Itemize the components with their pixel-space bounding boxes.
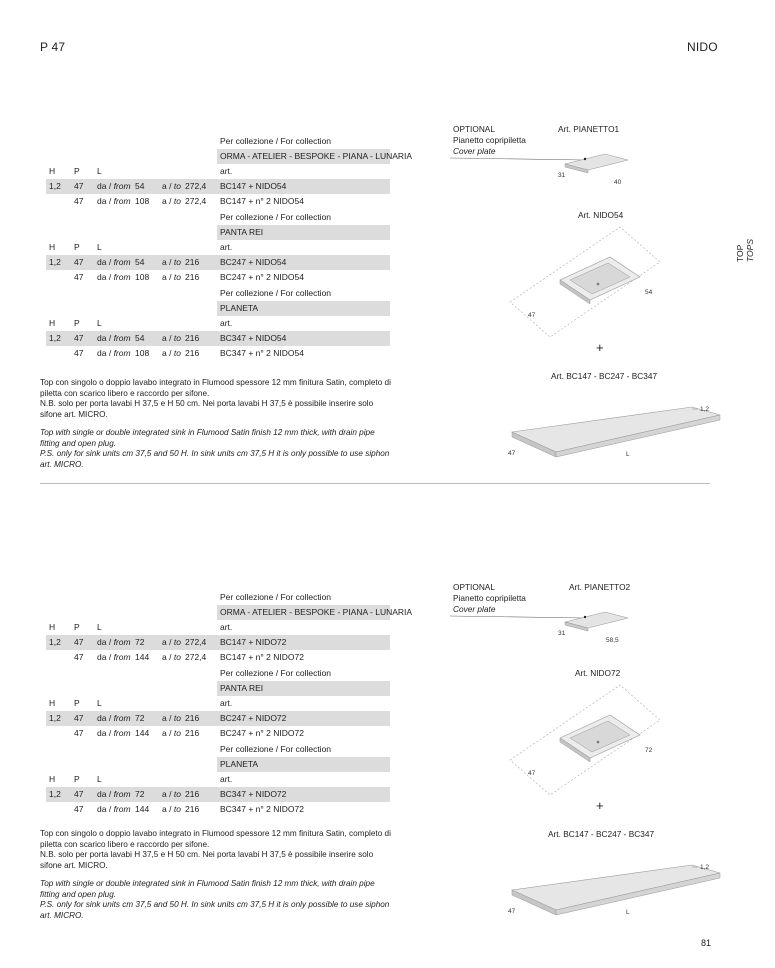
cell-to-value: 216	[185, 804, 200, 814]
collection-band-row	[46, 757, 390, 772]
table-header-row	[46, 620, 390, 635]
sink-dim-length: 72	[645, 747, 653, 754]
top-dim-length: L	[626, 909, 630, 916]
cell-p: 47	[74, 804, 84, 814]
from-en: from	[113, 728, 131, 738]
cell-from-label	[97, 272, 131, 283]
from-da: da /	[97, 789, 112, 799]
collection-names: PLANETA	[220, 303, 259, 313]
cell-to-value: 216	[185, 272, 200, 282]
cell-from-label	[97, 257, 131, 268]
table-row	[46, 650, 390, 665]
price-table	[46, 590, 413, 817]
top-dim-thickness: 1,2	[700, 406, 710, 413]
cell-from-label	[97, 348, 131, 359]
pianetto-art: Art. PIANETTO2	[569, 582, 631, 592]
collection-caption-row	[46, 210, 390, 225]
side-label-en: TOPS	[745, 239, 755, 262]
collection-names: PANTA REI	[220, 683, 264, 693]
col-h: H	[49, 622, 56, 632]
sink-art: Art. NIDO72	[575, 668, 621, 678]
cell-to-value: 216	[185, 789, 200, 799]
from-en: from	[113, 713, 131, 723]
cell-art: BC347 + n° 2 NIDO54	[220, 348, 304, 358]
cell-to-value: 272,4	[185, 652, 207, 662]
cell-to-value: 216	[185, 348, 200, 358]
table-row	[46, 179, 390, 194]
sink-drain	[597, 283, 600, 286]
cell-art: BC147 + n° 2 NIDO54	[220, 196, 304, 206]
col-h: H	[49, 698, 56, 708]
desc-en-2: P.S. only for sink units cm 37,5 and 50 H. In sink units cm 37,5 H it is only possible to use siphon art. MICRO.	[40, 449, 390, 469]
collection-title: NIDO	[687, 40, 718, 54]
desc-gap	[40, 420, 392, 428]
to-en: to	[173, 789, 181, 799]
side-label-it: TOP	[735, 244, 745, 262]
cell-p: 47	[74, 348, 84, 358]
top-dim-depth: 47	[508, 908, 516, 915]
col-p: P	[74, 622, 80, 632]
cell-art: BC347 + NIDO72	[220, 789, 287, 799]
leader-line	[450, 616, 585, 618]
table-row	[46, 726, 390, 741]
from-da: da /	[97, 196, 112, 206]
desc-it-1: Top con singolo o doppio lavabo integrato in Flumood spessore 12 mm finitura Satin, completo di piletta con scarico libero e raccordo per sifone.	[40, 829, 391, 849]
collection-caption-row	[46, 666, 390, 681]
cell-p: 47	[74, 789, 84, 799]
to-en: to	[173, 804, 181, 814]
to-a: a /	[162, 804, 172, 814]
collection-names: PLANETA	[220, 759, 259, 769]
to-a: a /	[162, 257, 172, 267]
pianetto-en: Cover plate	[453, 604, 496, 614]
price-table	[46, 134, 413, 361]
section-divider	[40, 483, 710, 484]
collection-caption: Per collezione / For collection	[220, 136, 332, 146]
collection-band-row	[46, 225, 390, 240]
from-en: from	[113, 333, 131, 343]
top-slab-surface	[512, 865, 720, 910]
table-header-row	[46, 696, 390, 711]
cell-to-value: 216	[185, 333, 200, 343]
top-slab-surface	[512, 407, 720, 452]
to-en: to	[173, 272, 181, 282]
collection-band-row	[46, 605, 413, 620]
cell-to-value: 272,4	[185, 181, 207, 191]
table-header-row	[46, 164, 390, 179]
cell-from-value: 144	[135, 652, 150, 662]
from-en: from	[113, 272, 131, 282]
top-dim-length: L	[626, 451, 630, 458]
cell-to-value: 216	[185, 728, 200, 738]
cell-p: 47	[74, 728, 84, 738]
to-a: a /	[162, 728, 172, 738]
cell-from-label	[97, 333, 131, 344]
from-da: da /	[97, 181, 112, 191]
cell-from-value: 108	[135, 348, 150, 358]
leader-dot	[584, 616, 586, 618]
from-en: from	[113, 257, 131, 267]
top-dim-depth: 47	[508, 450, 516, 457]
from-da: da /	[97, 804, 112, 814]
col-p: P	[74, 166, 80, 176]
cell-art: BC247 + n° 2 NIDO72	[220, 728, 304, 738]
description	[40, 378, 392, 470]
from-da: da /	[97, 652, 112, 662]
page-label: P 47	[40, 40, 66, 54]
from-en: from	[113, 804, 131, 814]
collection-names: ORMA - ATELIER - BESPOKE - PIANA - LUNARIA	[220, 151, 413, 161]
to-en: to	[173, 257, 181, 267]
sink-dim-depth: 47	[528, 312, 536, 319]
desc-it-2: N.B. solo per porta lavabi H 37,5 e H 50 cm. Nei porta lavabi H 37,5 è possibile inserire solo sifone art. MICRO.	[40, 399, 374, 419]
cell-to-value: 216	[185, 257, 200, 267]
table-row	[46, 331, 390, 346]
cell-art: BC147 + NIDO72	[220, 637, 287, 647]
cell-to-label	[162, 713, 181, 724]
cell-to-label	[162, 652, 181, 663]
to-en: to	[173, 348, 181, 358]
cell-p: 47	[74, 333, 84, 343]
collection-band-row	[46, 149, 413, 164]
desc-it-2: N.B. solo per porta lavabi H 37,5 e H 50 cm. Nei porta lavabi H 37,5 è possibile inserire solo sifone art. MICRO.	[40, 850, 374, 870]
cell-p: 47	[74, 272, 84, 282]
col-p: P	[74, 318, 80, 328]
from-da: da /	[97, 728, 112, 738]
collection-caption-row	[46, 742, 390, 757]
to-en: to	[173, 713, 181, 723]
leader-line	[450, 158, 585, 160]
col-art: art.	[220, 318, 233, 328]
from-en: from	[113, 181, 131, 191]
plus-sign: +	[596, 798, 604, 813]
pianetto-it: Pianetto copripiletta	[453, 135, 526, 145]
leader-dot	[584, 158, 586, 160]
to-a: a /	[162, 272, 172, 282]
cover-dim-length: 40	[614, 179, 622, 186]
cell-h: 1,2	[49, 637, 61, 647]
cell-p: 47	[74, 652, 84, 662]
col-h: H	[49, 774, 56, 784]
cell-from-label	[97, 789, 131, 800]
cover-dim-depth: 31	[558, 630, 566, 637]
cell-from-value: 72	[135, 637, 145, 647]
table-row	[46, 255, 390, 270]
from-da: da /	[97, 272, 112, 282]
col-l: L	[97, 698, 102, 708]
cell-art: BC247 + n° 2 NIDO54	[220, 272, 304, 282]
table-row	[46, 802, 390, 817]
to-en: to	[173, 728, 181, 738]
desc-en-1: Top with single or double integrated sink in Flumood Satin finish 12 mm thick, with drain pipe fitting and open plug.	[40, 428, 375, 448]
cell-from-value: 54	[135, 257, 145, 267]
collection-band-row	[46, 301, 390, 316]
cell-to-label	[162, 348, 181, 359]
table-header-row	[46, 316, 390, 331]
cell-to-value: 272,4	[185, 196, 207, 206]
collection-caption-row	[46, 286, 390, 301]
to-en: to	[173, 181, 181, 191]
cell-h: 1,2	[49, 181, 61, 191]
col-h: H	[49, 166, 56, 176]
top-articles: Art. BC147 - BC247 - BC347	[548, 829, 655, 839]
sink-drain	[597, 741, 600, 744]
table-row	[46, 635, 390, 650]
cell-p: 47	[74, 257, 84, 267]
collection-caption: Per collezione / For collection	[220, 668, 332, 678]
top-dim-thickness: 1,2	[700, 864, 710, 871]
cell-p: 47	[74, 181, 84, 191]
cell-art: BC347 + n° 2 NIDO72	[220, 804, 304, 814]
to-a: a /	[162, 348, 172, 358]
cell-p: 47	[74, 713, 84, 723]
cell-to-label	[162, 272, 181, 283]
cell-art: BC247 + NIDO72	[220, 713, 287, 723]
from-da: da /	[97, 333, 112, 343]
collection-caption: Per collezione / For collection	[220, 212, 332, 222]
table-row	[46, 194, 390, 209]
cell-to-label	[162, 804, 181, 815]
cell-art: BC347 + NIDO54	[220, 333, 287, 343]
to-a: a /	[162, 181, 172, 191]
col-l: L	[97, 622, 102, 632]
cell-to-label	[162, 196, 181, 207]
table-row	[46, 346, 390, 361]
table-row	[46, 270, 390, 285]
from-da: da /	[97, 348, 112, 358]
from-da: da /	[97, 257, 112, 267]
sink-art: Art. NIDO54	[578, 210, 624, 220]
cell-from-value: 144	[135, 804, 150, 814]
cell-from-label	[97, 196, 131, 207]
col-art: art.	[220, 622, 233, 632]
optional-label: OPTIONAL	[453, 582, 495, 592]
desc-en-2: P.S. only for sink units cm 37,5 and 50 H. In sink units cm 37,5 H it is only possible to use siphon art. MICRO.	[40, 900, 390, 920]
cell-p: 47	[74, 637, 84, 647]
table-header-row	[46, 772, 390, 787]
cover-dim-depth: 31	[558, 172, 566, 179]
col-p: P	[74, 774, 80, 784]
optional-label: OPTIONAL	[453, 124, 495, 134]
collection-caption: Per collezione / For collection	[220, 288, 332, 298]
to-en: to	[173, 652, 181, 662]
pianetto-en: Cover plate	[453, 146, 496, 156]
col-l: L	[97, 166, 102, 176]
to-a: a /	[162, 333, 172, 343]
to-a: a /	[162, 196, 172, 206]
to-a: a /	[162, 652, 172, 662]
collection-names: PANTA REI	[220, 227, 264, 237]
description	[40, 829, 392, 921]
table-row	[46, 711, 390, 726]
to-a: a /	[162, 789, 172, 799]
product-drawings	[430, 580, 730, 930]
desc-en-1: Top with single or double integrated sink in Flumood Satin finish 12 mm thick, with drain pipe fitting and open plug.	[40, 879, 375, 899]
table-row	[46, 787, 390, 802]
cell-from-value: 144	[135, 728, 150, 738]
to-en: to	[173, 333, 181, 343]
cell-from-label	[97, 637, 131, 648]
collection-caption: Per collezione / For collection	[220, 744, 332, 754]
to-en: to	[173, 196, 181, 206]
cell-to-label	[162, 789, 181, 800]
cell-p: 47	[74, 196, 84, 206]
cell-h: 1,2	[49, 713, 61, 723]
desc-it-1: Top con singolo o doppio lavabo integrato in Flumood spessore 12 mm finitura Satin, completo di piletta con scarico libero e raccordo per sifone.	[40, 378, 391, 398]
cell-to-label	[162, 333, 181, 344]
cell-h: 1,2	[49, 333, 61, 343]
cell-from-label	[97, 713, 131, 724]
col-l: L	[97, 242, 102, 252]
to-a: a /	[162, 637, 172, 647]
cell-from-value: 108	[135, 196, 150, 206]
col-l: L	[97, 774, 102, 784]
cell-to-value: 272,4	[185, 637, 207, 647]
cell-from-label	[97, 804, 131, 815]
collection-caption-row	[46, 134, 390, 149]
cell-from-value: 72	[135, 713, 145, 723]
top-articles: Art. BC147 - BC247 - BC347	[551, 371, 658, 381]
sink-dim-length: 54	[645, 289, 653, 296]
collection-caption-row	[46, 590, 390, 605]
collection-caption: Per collezione / For collection	[220, 592, 332, 602]
from-en: from	[113, 652, 131, 662]
from-da: da /	[97, 713, 112, 723]
pianetto-art: Art. PIANETTO1	[558, 124, 620, 134]
side-label	[735, 238, 755, 262]
col-h: H	[49, 318, 56, 328]
to-a: a /	[162, 713, 172, 723]
col-h: H	[49, 242, 56, 252]
cell-from-label	[97, 181, 131, 192]
table-header-row	[46, 240, 390, 255]
desc-gap	[40, 871, 392, 879]
cell-from-value: 72	[135, 789, 145, 799]
product-drawings	[430, 122, 730, 472]
to-en: to	[173, 637, 181, 647]
cell-h: 1,2	[49, 257, 61, 267]
col-art: art.	[220, 166, 233, 176]
col-p: P	[74, 698, 80, 708]
plus-sign: +	[596, 340, 604, 355]
collection-band-row	[46, 681, 390, 696]
col-l: L	[97, 318, 102, 328]
cell-from-value: 54	[135, 181, 145, 191]
cell-to-label	[162, 257, 181, 268]
cell-art: BC247 + NIDO54	[220, 257, 287, 267]
sink-dim-depth: 47	[528, 770, 536, 777]
cell-art: BC147 + NIDO54	[220, 181, 287, 191]
col-p: P	[74, 242, 80, 252]
from-en: from	[113, 196, 131, 206]
cell-to-value: 216	[185, 713, 200, 723]
collection-names: ORMA - ATELIER - BESPOKE - PIANA - LUNARIA	[220, 607, 413, 617]
from-en: from	[113, 348, 131, 358]
cell-from-value: 108	[135, 272, 150, 282]
col-art: art.	[220, 698, 233, 708]
cover-dim-length: 58,5	[606, 637, 619, 644]
from-da: da /	[97, 637, 112, 647]
col-art: art.	[220, 242, 233, 252]
cell-from-label	[97, 728, 131, 739]
cell-to-label	[162, 728, 181, 739]
cell-to-label	[162, 181, 181, 192]
page-number: 81	[701, 938, 712, 948]
from-en: from	[113, 789, 131, 799]
cell-art: BC147 + n° 2 NIDO72	[220, 652, 304, 662]
cell-h: 1,2	[49, 789, 61, 799]
col-art: art.	[220, 774, 233, 784]
cell-to-label	[162, 637, 181, 648]
cell-from-label	[97, 652, 131, 663]
cell-from-value: 54	[135, 333, 145, 343]
from-en: from	[113, 637, 131, 647]
pianetto-it: Pianetto copripiletta	[453, 593, 526, 603]
